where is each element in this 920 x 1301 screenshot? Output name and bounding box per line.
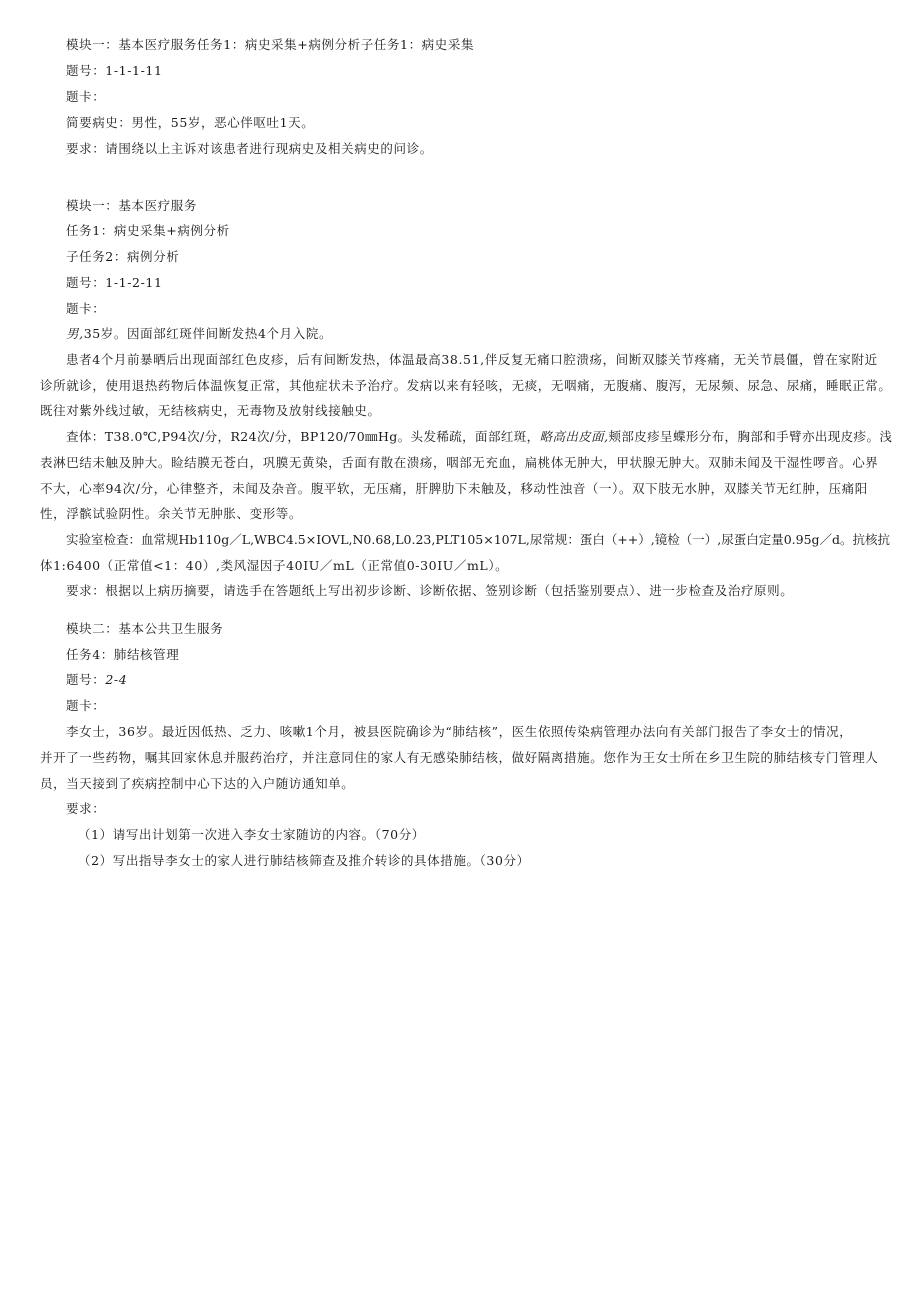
s3-question-no-value: 2-4	[105, 672, 128, 687]
s2-subtask: 子任务2：病例分析	[66, 249, 180, 264]
s2-exam-part-c: 颊部皮疹呈蝶形分布，胸部和手臂亦出现皮疹。浅	[608, 429, 893, 444]
s3-case-line2: 并开了一些药物，嘱其回家休息并服药治疗，并注意同住的家人有无感染肺结核，做好隔离措施。您作为王女士所在乡卫生院的肺结核专门管理人	[40, 750, 879, 765]
s1-card-label: 题卡：	[66, 89, 106, 104]
s3-module: 模块二：基本公共卫生服务	[66, 621, 224, 636]
s3-case-line1: 李女士，36岁。最近因低热、乏力、咳嗽1个月，被县医院确诊为“肺结核”，医生依照传染病管理办法向有关部门报告了李女士的情况，	[66, 724, 853, 739]
s3-requirement-1: （1）请写出计划第一次进入李女士家随访的内容。（70分）	[78, 827, 425, 842]
s3-question-no-label: 题号：	[66, 672, 106, 687]
s2-task: 任务1：病史采集+病例分析	[66, 223, 230, 238]
s2-exam-line4: 性，浮髌试验阴性。余关节无肿胀、变形等。	[40, 506, 303, 521]
s2-exam-line1	[66, 428, 892, 445]
s2-summary	[66, 325, 332, 342]
s1-brief-history: 简要病史：男性，55岁，恶心伴呕吐1天。	[66, 115, 315, 130]
s3-question-no	[66, 671, 127, 688]
s3-case-line3: 员，当天接到了疾病控制中心下达的入户随访通知单。	[40, 776, 355, 791]
s2-summary-italic: 男,	[66, 326, 84, 341]
s2-lab-line2: 体1:6400（正常值<1：40）,类风湿因子40IU／mL（正常值0-30IU／mL）。	[40, 558, 509, 573]
s3-card-label: 题卡：	[66, 698, 106, 713]
s2-history-line1: 患者4个月前暴晒后出现面部红色皮疹，后有间断发热，体温最高38.51,伴反复无痛口腔溃疡，间断双膝关节疼痛，无关节晨僵，曾在家附近	[66, 352, 878, 367]
s2-exam-line2: 表淋巴结未触及肿大。睑结膜无苍白，巩膜无黄染，舌面有散在溃疡，咽部无充血，扁桃体无肿大，甲状腺无肿大。双肺未闻及干湿性啰音。心界	[40, 455, 879, 470]
s2-exam-part-b: 略高出皮面,	[539, 429, 609, 444]
s2-history-line2: 诊所就诊，使用退热药物后体温恢复正常，其他症状未予治疗。发病以来有轻咳，无痰，无咽痛，无腹痛、腹泻，无尿频、尿急、尿痛，睡眠正常。	[40, 378, 892, 393]
s1-question-no: 题号：1-1-1-11	[66, 63, 163, 78]
s2-card-label: 题卡：	[66, 301, 106, 316]
s3-requirement-label: 要求：	[66, 801, 106, 816]
s3-requirement-2: （2）写出指导李女士的家人进行肺结核筛查及推介转诊的具体措施。（30分）	[78, 853, 530, 868]
s2-history-line3: 既往对紫外线过敏，无结核病史，无毒物及放射线接触史。	[40, 403, 381, 418]
s2-question-no: 题号：1-1-2-11	[66, 275, 163, 290]
s2-exam-part-a: 查体：T38.0℃,P94次/分，R24次/分，BP120/70㎜Hg。头发稀疏，面部红斑，	[66, 429, 540, 444]
s1-requirement: 要求：请围绕以上主诉对该患者进行现病史及相关病史的问诊。	[66, 141, 433, 156]
s2-exam-line3: 不大，心率94次/分，心律整齐，未闻及杂音。腹平软，无压痛，肝脾肋下未触及，移动性浊音（一）。双下肢无水肿，双膝关节无红肿，压痛阳	[40, 481, 868, 496]
s2-summary-rest: 35岁。因面部红斑伴间断发热4个月入院。	[83, 326, 333, 341]
s2-requirement: 要求：根据以上病历摘要，请选手在答题纸上写出初步诊断、诊断依据、签别诊断（包括鉴别要点）、进一步检查及治疗原则。	[66, 583, 794, 598]
s3-task: 任务4：肺结核管理	[66, 647, 180, 662]
s2-lab-line1: 实验室检查：血常规Hb110g／L,WBC4.5×IOVL,N0.68,L0.23,PLT105×107L,尿常规：蛋白（++）,镜检（一）,尿蛋白定量0.95g／d。抗核抗	[66, 532, 891, 547]
s2-module: 模块一：基本医疗服务	[66, 198, 198, 213]
s1-header: 模块一：基本医疗服务任务1：病史采集+病例分析子任务1：病史采集	[66, 37, 475, 52]
